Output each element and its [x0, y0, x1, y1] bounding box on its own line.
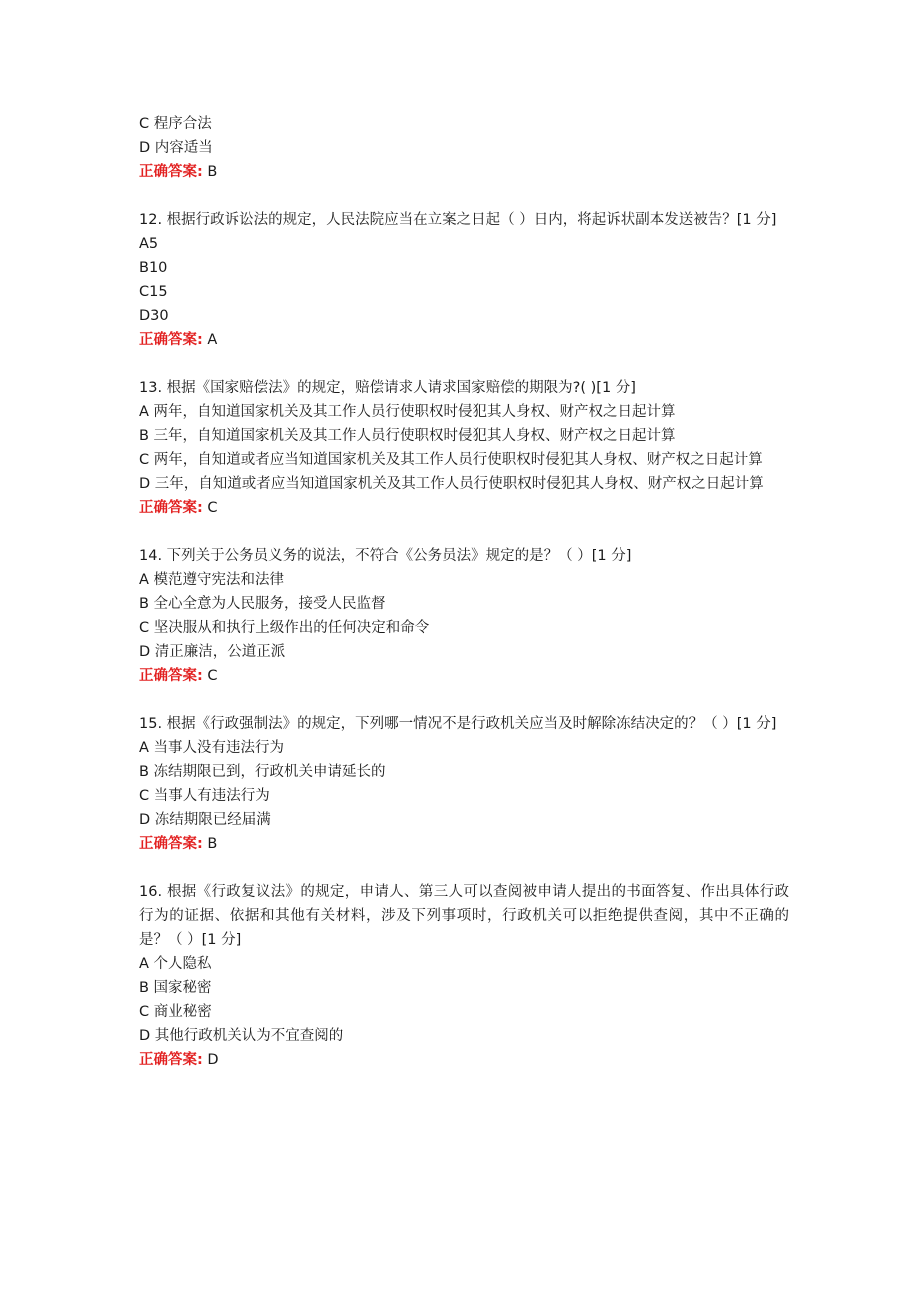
- question-12: [139, 208, 789, 352]
- option-c: C 当事人有违法行为: [139, 788, 270, 804]
- option-a: A 个人隐私: [139, 956, 212, 972]
- question-stem: 12. 根据行政诉讼法的规定，人民法院应当在立案之日起（ ）日内，将起诉状副本发送被告？[1 分]: [139, 212, 777, 228]
- option-c: C 两年，自知道或者应当知道国家机关及其工作人员行使职权时侵犯其人身权、财产权之日起计算: [139, 452, 763, 468]
- option-d: D 其他行政机关认为不宜查阅的: [139, 1028, 344, 1044]
- option-c: C15: [139, 284, 168, 300]
- option-a: A 当事人没有违法行为: [139, 740, 285, 756]
- document-page: [139, 112, 789, 1072]
- option-d: D 清正廉洁，公道正派: [139, 644, 286, 660]
- option-b: B 全心全意为人民服务，接受人民监督: [139, 596, 386, 612]
- option-b: B 国家秘密: [139, 980, 212, 996]
- correct-answer-label: 正确答案:: [139, 332, 203, 348]
- correct-answer-value: B: [207, 836, 218, 852]
- correct-answer-label: 正确答案:: [139, 164, 203, 180]
- option-c: C 坚决服从和执行上级作出的任何决定和命令: [139, 620, 430, 636]
- correct-answer-value: C: [207, 500, 218, 516]
- option-c: C 商业秘密: [139, 1004, 212, 1020]
- correct-answer-label: 正确答案:: [139, 500, 203, 516]
- correct-answer-label: 正确答案:: [139, 668, 203, 684]
- option-c: C 程序合法: [139, 116, 212, 132]
- option-b: B 三年，自知道国家机关及其工作人员行使职权时侵犯其人身权、财产权之日起计算: [139, 428, 676, 444]
- option-a: A5: [139, 236, 159, 252]
- correct-answer: [139, 160, 789, 184]
- correct-answer: [139, 328, 789, 352]
- option-b: B10: [139, 260, 168, 276]
- correct-answer-value: C: [207, 668, 218, 684]
- question-stem: 13. 根据《国家赔偿法》的规定，赔偿请求人请求国家赔偿的期限为?( )[1 分]: [139, 380, 636, 396]
- option-d: D30: [139, 308, 169, 324]
- question-13: [139, 376, 789, 520]
- question-16: [139, 880, 789, 1072]
- option-d: D 三年，自知道或者应当知道国家机关及其工作人员行使职权时侵犯其人身权、财产权之日起计算: [139, 476, 764, 492]
- correct-answer-label: 正确答案:: [139, 1052, 203, 1068]
- option-a: A 模范遵守宪法和法律: [139, 572, 285, 588]
- option-d: D 冻结期限已经届满: [139, 812, 271, 828]
- correct-answer: [139, 832, 789, 856]
- option-a: A 两年，自知道国家机关及其工作人员行使职权时侵犯其人身权、财产权之日起计算: [139, 404, 676, 420]
- correct-answer: [139, 496, 789, 520]
- question-14: [139, 544, 789, 688]
- previous-question-tail: [139, 112, 789, 184]
- correct-answer-value: B: [207, 164, 218, 180]
- correct-answer: [139, 664, 789, 688]
- option-b: B 冻结期限已到，行政机关申请延长的: [139, 764, 386, 780]
- question-stem: 15. 根据《行政强制法》的规定，下列哪一情况不是行政机关应当及时解除冻结决定的？（ ）[1 分]: [139, 716, 777, 732]
- correct-answer-label: 正确答案:: [139, 836, 203, 852]
- correct-answer-value: A: [207, 332, 218, 348]
- correct-answer-value: D: [207, 1052, 219, 1068]
- question-stem: 16. 根据《行政复议法》的规定，申请人、第三人可以查阅被申请人提出的书面答复、作出具体行政行为的证据、依据和其他有关材料，涉及下列事项时，行政机关可以拒绝提供查阅，其中不正确的是？（ ）[1 分]: [139, 884, 789, 948]
- question-15: [139, 712, 789, 856]
- question-stem: 14. 下列关于公务员义务的说法，不符合《公务员法》规定的是？（ ）[1 分]: [139, 548, 632, 564]
- correct-answer: [139, 1048, 789, 1072]
- option-d: D 内容适当: [139, 140, 213, 156]
